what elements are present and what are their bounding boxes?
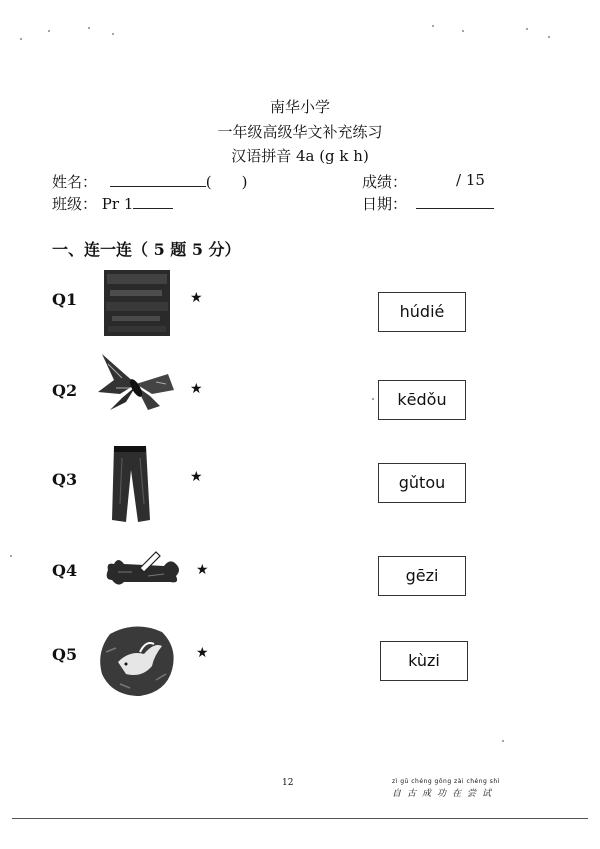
class-blank[interactable] <box>133 194 173 209</box>
class-row <box>52 193 173 214</box>
footer-rule <box>12 818 588 819</box>
class-label: 班级： <box>52 195 98 213</box>
answer-box: kùzi <box>380 641 468 681</box>
worksheet-subtitle: 一年级高级华文补充练习 <box>217 123 383 141</box>
scan-speck <box>20 38 22 40</box>
scan-speck <box>372 398 374 400</box>
star-icon[interactable]: ★ <box>190 381 203 397</box>
bone-picture <box>104 550 182 592</box>
name-row <box>52 171 248 192</box>
section-title: 一、连一连（ 5 题 5 分） <box>52 240 241 259</box>
name-label: 姓名： <box>52 173 98 191</box>
date-blank[interactable] <box>416 194 494 209</box>
answer-box: húdié <box>378 292 466 332</box>
question-label: Q3 <box>52 470 78 489</box>
question-label: Q1 <box>52 290 78 309</box>
worksheet-topic: 汉语拼音 4a (g k h) <box>231 147 369 165</box>
trousers-picture <box>106 444 152 524</box>
answer-box: gēzi <box>378 556 466 596</box>
name-blank[interactable] <box>110 172 206 187</box>
scan-speck <box>112 33 114 35</box>
name-paren: ( ) <box>205 173 248 191</box>
motto-pinyin: zì gū chéng gōng zài chéng shì <box>392 778 500 785</box>
date-label: 日期： <box>362 195 408 213</box>
question-label: Q4 <box>52 561 78 580</box>
question-label: Q2 <box>52 381 78 400</box>
star-icon[interactable]: ★ <box>196 645 209 661</box>
star-icon[interactable]: ★ <box>196 562 209 578</box>
scan-speck <box>548 36 550 38</box>
dark-square-picture <box>104 270 170 336</box>
scan-speck <box>88 27 90 29</box>
answer-box: gǔtou <box>378 463 466 503</box>
star-icon[interactable]: ★ <box>190 290 203 306</box>
scan-speck <box>502 740 504 742</box>
scan-speck <box>526 28 528 30</box>
answer-box: kēdǒu <box>378 380 466 420</box>
page-number: 12 <box>282 778 294 788</box>
class-value: Pr 1 <box>101 195 134 213</box>
scan-speck <box>462 30 464 32</box>
star-icon[interactable]: ★ <box>190 469 203 485</box>
score-total: / 15 <box>456 171 485 189</box>
question-label: Q5 <box>52 645 78 664</box>
school-name: 南华小学 <box>269 98 330 116</box>
motto-text: 自古成功在尝试 <box>392 789 498 799</box>
butterfly-picture <box>96 350 176 414</box>
scan-speck <box>48 30 50 32</box>
score-label: 成绩： <box>362 173 408 191</box>
dove-picture <box>96 622 178 698</box>
scan-speck <box>432 25 434 27</box>
scan-speck <box>10 555 12 557</box>
date-row <box>362 193 494 214</box>
